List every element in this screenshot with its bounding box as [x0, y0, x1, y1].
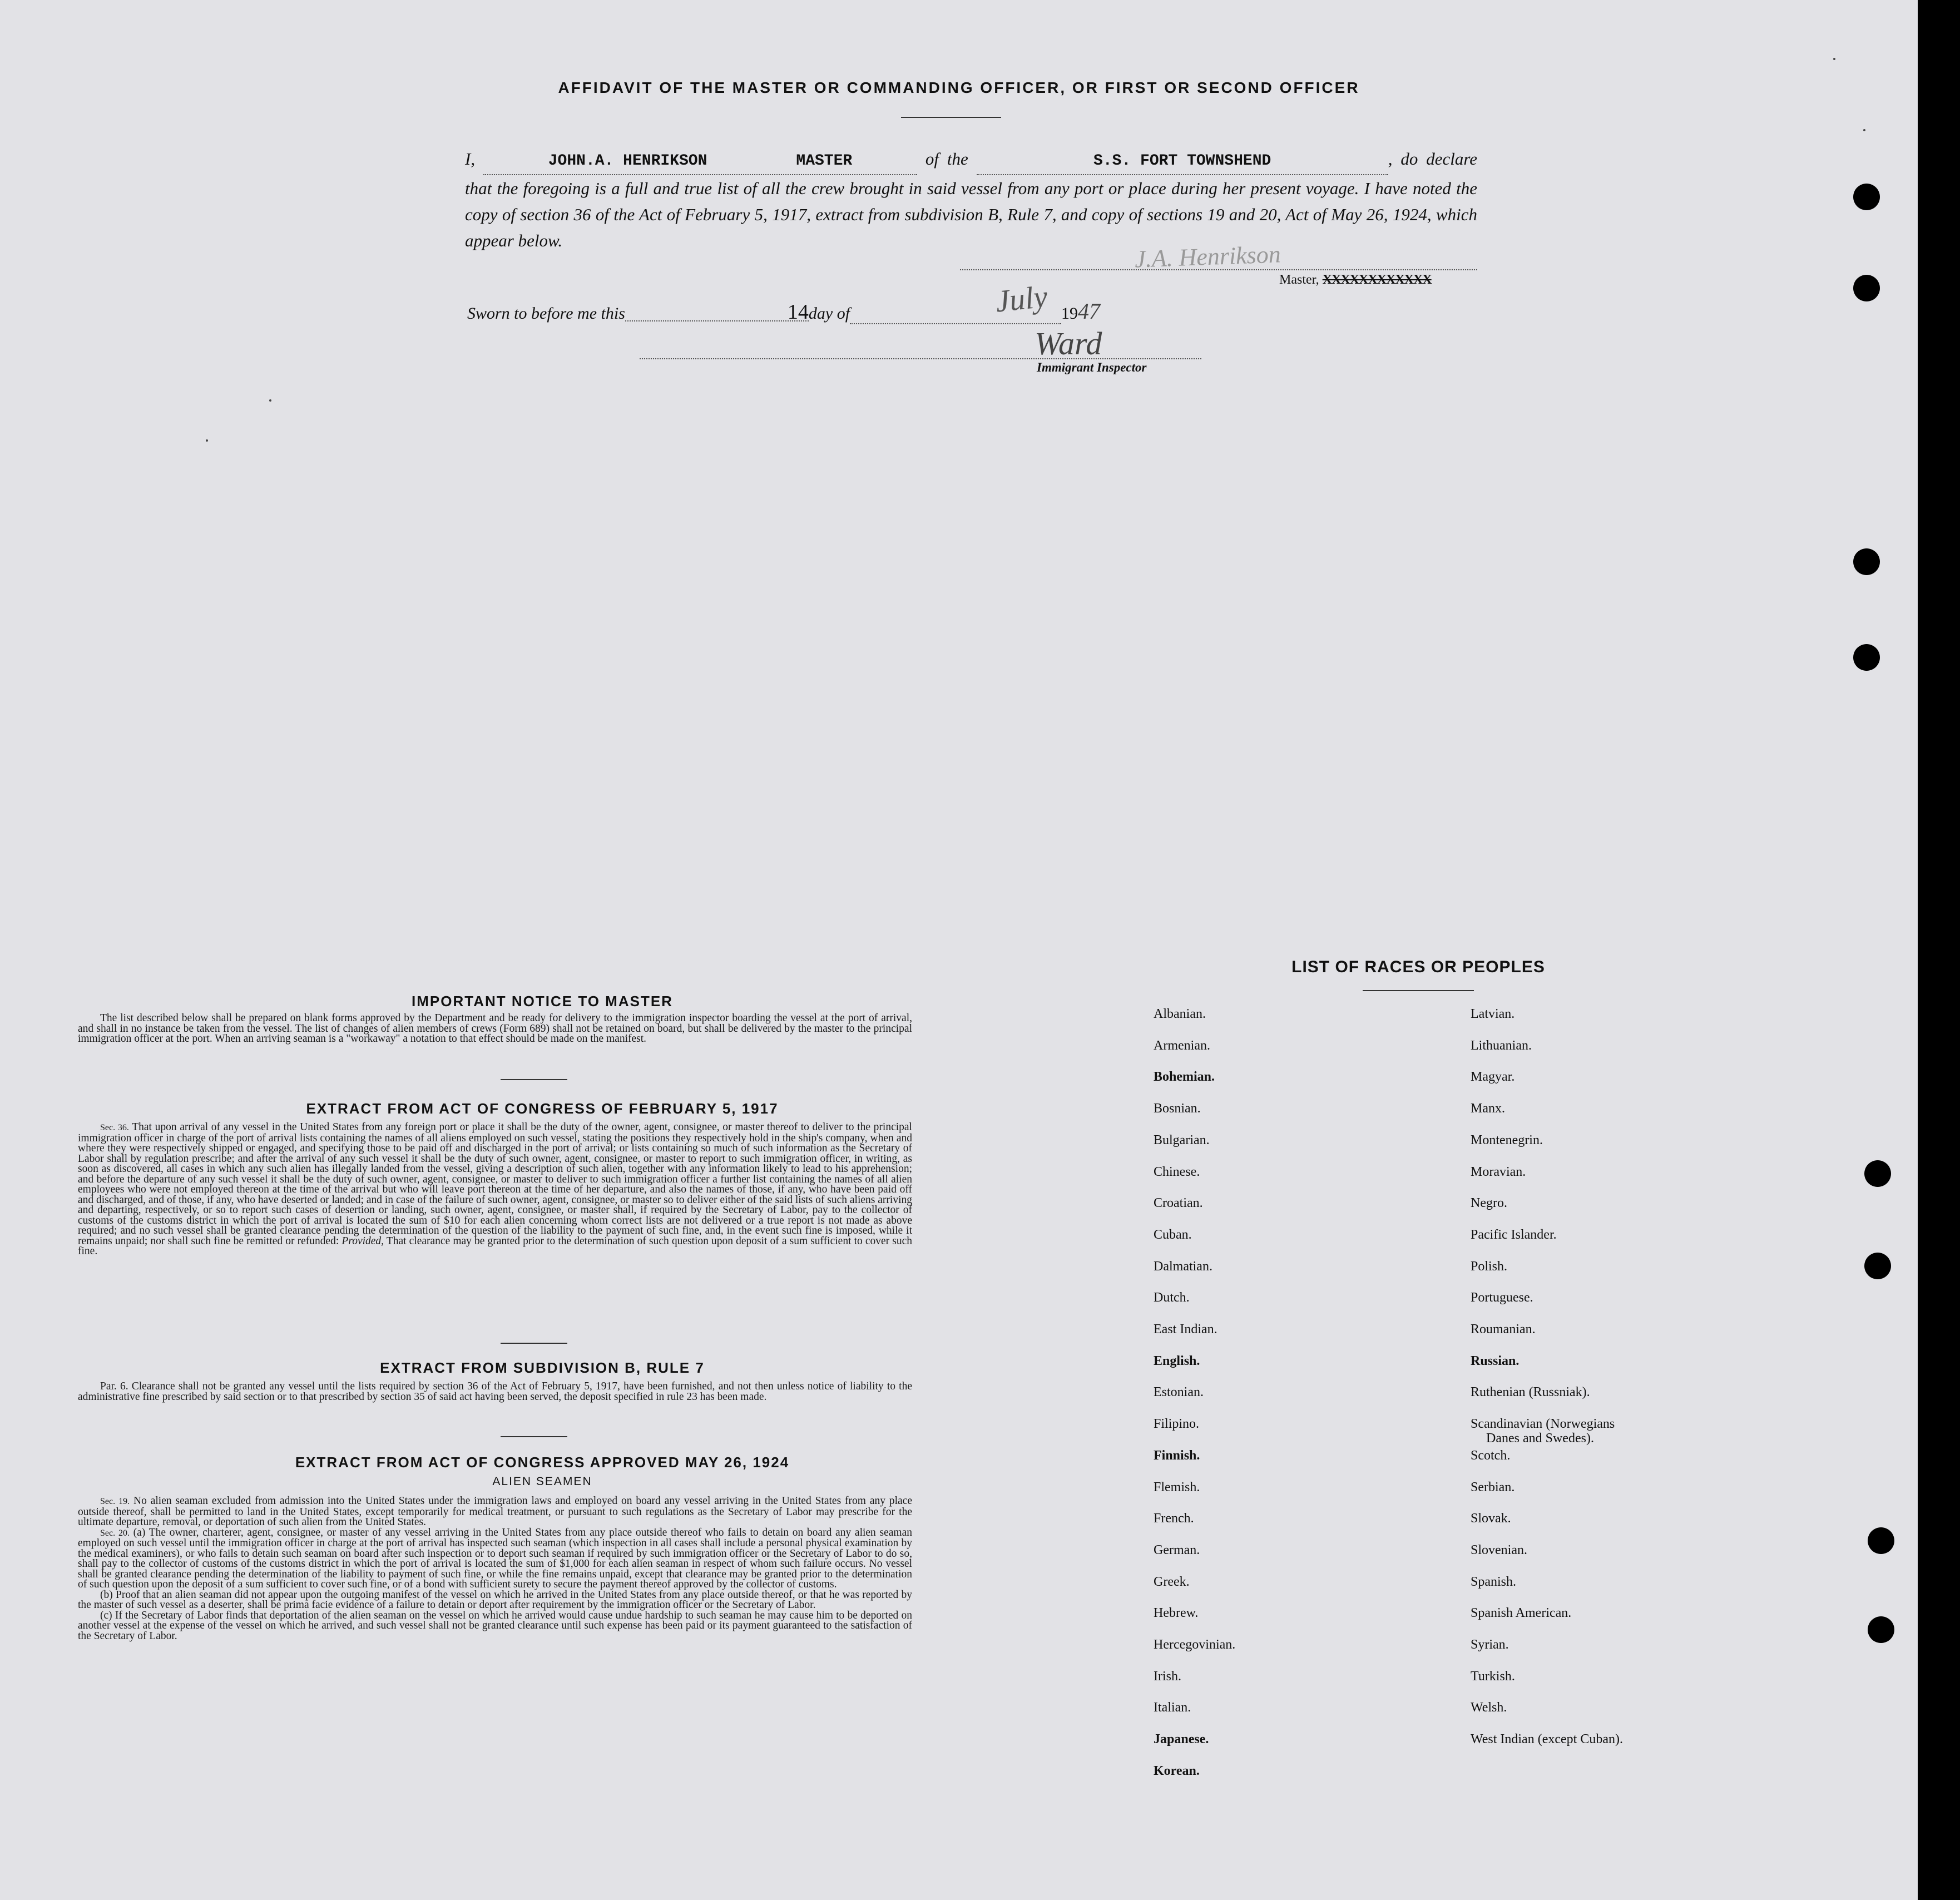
affidavit-name-rank-field	[483, 148, 917, 175]
sworn-month: July	[994, 279, 1050, 319]
race-item: Bohemian.	[1154, 1070, 1215, 1085]
race-item: Montenegrin.	[1471, 1132, 1543, 1147]
race-item: Scandinavian (Norwegians	[1471, 1417, 1615, 1432]
race-item: Pacific Islander.	[1471, 1227, 1557, 1242]
sec19-label: Sec. 19.	[100, 1497, 130, 1506]
sworn-text: Sworn to before me this	[467, 304, 625, 323]
race-item: Dutch.	[1154, 1290, 1190, 1305]
races-divider	[1363, 990, 1474, 991]
sec20b-paragraph	[78, 1590, 912, 1611]
extract-rule7-heading: EXTRACT FROM SUBDIVISION B, RULE 7	[380, 1359, 705, 1376]
race-item: Dalmatian.	[1154, 1259, 1212, 1274]
inspector-label: Immigrant Inspector	[1037, 360, 1147, 374]
master-label: Master,	[1279, 273, 1319, 287]
sec19-paragraph	[78, 1496, 912, 1528]
race-item: Bosnian.	[1154, 1101, 1201, 1116]
race-item: Albanian.	[1154, 1007, 1206, 1021]
divider-3	[501, 1436, 567, 1437]
sec19-body: No alien seaman excluded from admission into the United States under the immigration laws and employed on board any vessel arriving in the United States from any place outside thereof, shall be permitted to land in the United States, except temporarily for medical treatment, or pursuant to such regulations as the Secretary of Labor may prescribe for the ultimate departure, removal, or deportation of such alien from the United States.	[78, 1495, 913, 1528]
speck	[1833, 58, 1835, 60]
punch-hole	[1864, 1253, 1891, 1279]
sec20c-paragraph	[78, 1611, 912, 1642]
extract-1917-heading: EXTRACT FROM ACT OF CONGRESS OF FEBRUARY 5, 1917	[306, 1100, 779, 1117]
race-item: Hercegovinian.	[1154, 1637, 1236, 1652]
affidavit-lead: I,	[465, 149, 476, 169]
race-item: Portuguese.	[1471, 1290, 1533, 1305]
sec20a-paragraph	[78, 1528, 912, 1590]
race-item: Welsh.	[1471, 1700, 1507, 1715]
punch-hole	[1864, 1160, 1891, 1187]
affidavit-text: that the foregoing is a full and true list of all the crew brought in said vessel from any port or place during her present voyage. I have noted the copy of section 36 of the Act of February 5, 1917, extract from subdivision B, Rule 7, and copy of sections 19 and 20, Act of May 26, 1924, which appear below.	[465, 179, 1477, 250]
punch-hole	[1868, 1616, 1894, 1643]
divider-2	[501, 1343, 567, 1344]
race-item: Turkish.	[1471, 1669, 1515, 1684]
race-item: Slovak.	[1471, 1511, 1511, 1526]
divider-1	[501, 1079, 567, 1080]
races-title: LIST OF RACES OR PEOPLES	[1291, 958, 1545, 976]
punch-hole	[1853, 644, 1880, 671]
sec36-body: That upon arrival of any vessel in the United States from any foreign port or place it shall be the duty of the owner, agent, consignee, or master thereof to deliver to the principal immigration officer in charge of the port of arrival lists containing the names of all aliens employed on such vessel, stating the positions they respectively hold in the ship's company, when and where they were respectively shipped or engaged, and specifying those to be paid off and discharged in the port of arrival; or lists containing so much of such information as the Secretary of Labor shall by regulation prescribe; and after the arrival of any such vessel it shall be the duty of such owner, agent, consignee, or master to report to such immigration officer, in writing, as soon as discovered, all cases in which any such alien has illegally landed from the vessel, giving a description of such alien, together with any information likely to lead to his apprehension; and before the departure of any such vessel it shall be the duty of such owner, agent, consignee, or master to deliver to such immigration officer a further list containing the names of all alien employees who were not employed thereon at the time of the arrival but who will leave port thereon at the time of her departure, and also the names of those, if any, who have been paid off and discharged, and of those, if any, who have deserted or landed; and in case of the failure of such owner, agent, consignee, or master so to deliver either of the said lists of such aliens arriving and departing, respectively, or so to report such cases of desertion or landing, such owner, agent, consignee, or master shall, if required by the Secretary of Labor, pay to the collector of customs of the customs district in which the port of arrival is located the sum of $10 for each alien concerning whom correct lists are not delivered or a true report is not made as above required; and no such vessel shall be granted clearance pending the determination of the question of the liability to the payment of such fine, and, in the event such fine is imposed, while it remains unpaid; nor shall such fine be remitted or refunded:	[78, 1121, 912, 1247]
extract-1917-text	[78, 1122, 912, 1257]
master-name: JOHN.A. HENRIKSON	[548, 152, 707, 170]
race-item: Italian.	[1154, 1700, 1191, 1715]
inspector-signature-line	[640, 358, 1201, 359]
day-of-text: day of	[808, 304, 850, 323]
notice-heading: IMPORTANT NOTICE TO MASTER	[412, 993, 673, 1010]
extract-1924-text	[78, 1496, 912, 1641]
race-item: Armenian.	[1154, 1038, 1210, 1053]
race-item: Korean.	[1154, 1763, 1200, 1778]
master-struck-text: XXXXXXXXXXXX	[1322, 273, 1432, 287]
race-item: Syrian.	[1471, 1637, 1509, 1652]
race-item: Serbian.	[1471, 1480, 1515, 1495]
race-item: Russian.	[1471, 1353, 1520, 1368]
race-item: French.	[1154, 1511, 1194, 1526]
race-item: Lithuanian.	[1471, 1038, 1532, 1053]
race-item: Danes and Swedes).	[1486, 1431, 1594, 1446]
notice-body: The list described below shall be prepared on blank forms approved by the Department and be ready for delivery to the immigration inspector boarding the vessel at the port of arrival, and shall in no instance be taken from the vessel. The list of changes of alien members of crews (Form 689) shall not be retained on board, but shall be delivered by the master to the principal immigration officer at the port. When an arriving seaman is a "workaway" a notation to that effect should be made on the manifest.	[78, 1012, 912, 1045]
affidavit-body	[465, 146, 1477, 254]
punch-hole	[1853, 184, 1880, 210]
race-item: Polish.	[1471, 1259, 1508, 1274]
year-prefix: 19	[1061, 304, 1078, 323]
do-declare-text: , do declare	[1388, 149, 1478, 169]
of-the-text: of the	[925, 149, 968, 169]
race-item: Moravian.	[1471, 1164, 1526, 1179]
race-item: Chinese.	[1154, 1164, 1200, 1179]
race-item: Hebrew.	[1154, 1606, 1199, 1621]
alien-seamen-heading: ALIEN SEAMEN	[492, 1475, 592, 1488]
speck	[269, 399, 271, 402]
punch-hole	[1853, 275, 1880, 301]
race-item: Scotch.	[1471, 1448, 1511, 1463]
extract-1924-heading: EXTRACT FROM ACT OF CONGRESS APPROVED MAY 26, 1924	[295, 1454, 790, 1471]
speck	[206, 439, 208, 442]
race-item: Manx.	[1471, 1101, 1505, 1116]
title-divider	[901, 117, 1001, 118]
race-item: Negro.	[1471, 1196, 1507, 1211]
punch-hole	[1868, 1527, 1894, 1554]
race-item: East Indian.	[1154, 1322, 1217, 1337]
race-item: Croatian.	[1154, 1196, 1203, 1211]
proviso: Provided,	[341, 1235, 384, 1247]
sec20-label: Sec. 20.	[100, 1528, 130, 1538]
speck	[1863, 129, 1865, 131]
master-rank: MASTER	[796, 152, 853, 170]
race-item: Slovenian.	[1471, 1542, 1527, 1557]
race-item: Bulgarian.	[1154, 1132, 1210, 1147]
master-signature-label	[1279, 273, 1432, 288]
punch-hole	[1853, 548, 1880, 575]
race-item: Japanese.	[1154, 1732, 1209, 1747]
sec20a-body: (a) The owner, charterer, agent, consignee, or master of any vessel arriving in the United States from any place outside thereof who fails to detain on board any alien seaman employed on such vessel until the immigration officer in charge at the port of arrival has inspected such seaman (which inspection in all cases shall include a personal physical examination by the medical examiners), or who fails to detain such seaman on board after such inspection or to deport such seaman if required by such immigration officer or the Secretary of Labor to do so, shall pay to the collector of customs of the customs district in which the port of arrival is located the sum of $1,000 for each alien seaman in respect of whom such failure occurs. No vessel shall be granted clearance pending the determination of the liability to payment of such fine, or while the fine remains unpaid, except that clearance may be granted prior to the determination of such question upon the deposit of a sum sufficient to cover such fine, or of a bond with sufficient surety to secure the payment thereof approved by the collector of customs.	[78, 1526, 913, 1590]
race-item: Spanish.	[1471, 1574, 1517, 1589]
master-signature: J.A. Henrikson	[1134, 240, 1281, 273]
sec36-end: That clearance may be granted prior to the determination of such question upon deposit of a sum sufficient to cover such fine.	[78, 1235, 912, 1257]
sworn-day: 14	[625, 304, 809, 321]
race-item: English.	[1154, 1353, 1200, 1368]
race-item: Finnish.	[1154, 1448, 1200, 1463]
race-item: Irish.	[1154, 1669, 1181, 1684]
race-item: German.	[1154, 1542, 1200, 1557]
sworn-year: 47	[1078, 299, 1101, 324]
vessel-name: S.S. FORT TOWNSHEND	[977, 148, 1388, 175]
race-item: Spanish American.	[1471, 1606, 1572, 1621]
notice-text	[78, 1013, 912, 1045]
race-item: Magyar.	[1471, 1070, 1515, 1085]
race-item: West Indian (except Cuban).	[1471, 1732, 1623, 1747]
race-item: Greek.	[1154, 1574, 1190, 1589]
sec20c-body: (c) If the Secretary of Labor finds that deportation of the alien seaman on the vessel on which he arrived would cause undue hardship to such seaman he may cause him to be deported on another vessel at the expense of the vessel on which he arrived, and such vessel shall not be granted clearance until such expense has been paid or its payment guaranteed to the satisfaction of the Secretary of Labor.	[78, 1609, 912, 1642]
race-item: Latvian.	[1471, 1007, 1515, 1021]
inspector-signature: Ward	[1035, 325, 1102, 362]
affidavit-title: AFFIDAVIT OF THE MASTER OR COMMANDING OFFICER, OR FIRST OR SECOND OFFICER	[558, 79, 1360, 96]
rule7-body: Par. 6. Clearance shall not be granted any vessel until the lists required by section 36 of the Act of February 5, 1917, have been furnished, and not then unless notice of liability to the administrative fine prescribed by said section or to that prescribed by section 35 of said act having been served, the deposit specified in rule 23 has been made.	[78, 1381, 912, 1403]
race-item: Filipino.	[1154, 1417, 1200, 1432]
race-item: Flemish.	[1154, 1480, 1200, 1495]
race-item: Cuban.	[1154, 1227, 1192, 1242]
sec20b-body: (b) Proof that an alien seaman did not appear upon the outgoing manifest of the vessel on which he arrived in the United States from any place outside thereof, or that he was reported by the master of such vessel as a deserter, shall be prima facie evidence of a failure to detain or deport after requirement by the immigration officer or the Secretary of Labor.	[78, 1589, 912, 1611]
race-item: Estonian.	[1154, 1385, 1204, 1400]
sec36-label: Sec. 36.	[100, 1123, 129, 1132]
race-item: Ruthenian (Russniak).	[1471, 1385, 1590, 1400]
race-item: Roumanian.	[1471, 1322, 1536, 1337]
extract-rule7-text	[78, 1382, 912, 1402]
